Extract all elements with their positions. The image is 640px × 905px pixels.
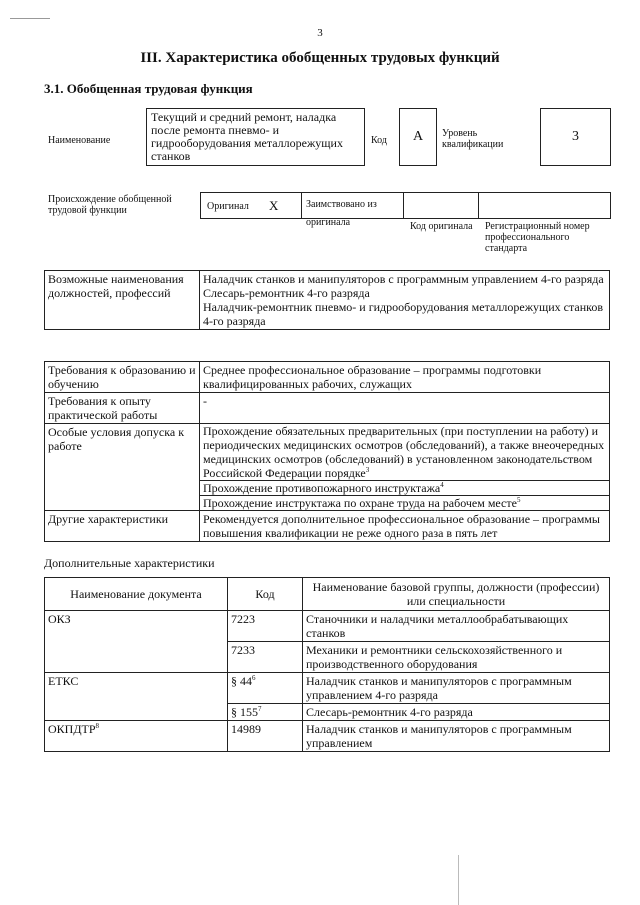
- table-row: [45, 611, 610, 642]
- experience-label: Требования к опыту практической работы: [45, 393, 200, 424]
- additional-title: Дополнительные характеристики: [44, 556, 215, 570]
- conditions-list: [200, 424, 610, 511]
- doc-okz: ОКЗ: [45, 611, 228, 673]
- table-row: [45, 673, 610, 704]
- education-value: Среднее профессиональное образование – программы подготовки квалифицированных рабочих, служащих: [200, 362, 610, 393]
- level-value: 3: [540, 108, 611, 166]
- code-cell: 7223: [228, 611, 303, 642]
- condition-item: Прохождение обязательных предварительных (при поступлении на работу) и периодических медицинских осмотров (обследований), а также внеочередных медицинских осмотров (обследований) в установленном законодательством Российской Федерации порядке$^3$: [200, 424, 609, 481]
- origin-label: Происхождение обобщенной трудовой функции: [48, 194, 172, 216]
- doc-etks: ЕТКС: [45, 673, 228, 721]
- original-mark: X: [269, 198, 279, 213]
- positions-table: [44, 270, 610, 330]
- code-value: А: [399, 108, 437, 166]
- condition-item: Прохождение инструктажа по охране труда на рабочем месте$^5$: [203, 496, 521, 510]
- name-cell: Наладчик станков и манипуляторов с программным управлением 4-го разряда: [303, 673, 610, 704]
- name-cell: Слесарь-ремонтник 4-го разряда: [303, 704, 610, 721]
- reg-number-label: Регистрационный номер профессионального стандарта: [485, 221, 590, 254]
- col-header-document: Наименование документа: [45, 578, 228, 611]
- name-label: Наименование: [48, 135, 111, 146]
- borrowed-cell: [301, 192, 404, 228]
- other-value: Рекомендуется дополнительное профессиональное образование – программы повышения квалификации не реже одного раза в пять лет: [200, 511, 610, 542]
- function-name-value: Текущий и средний ремонт, наладка после ремонта пневмо- и гидрооборудования металлорежущих станков: [146, 108, 365, 166]
- name-cell: Наладчик станков и манипуляторов с программным управлением: [303, 721, 610, 752]
- doc-okpdtr: ОКПДТР$^8$: [45, 721, 228, 752]
- original-label: Оригинал: [207, 201, 249, 212]
- education-label: Требования к образованию и обучению: [45, 362, 200, 393]
- condition-item: Прохождение противопожарного инструктажа$^4$: [200, 481, 609, 496]
- name-cell: Механики и ремонтники сельскохозяйственного и производственного оборудования: [303, 642, 610, 673]
- table-row: [45, 721, 610, 752]
- name-cell: Станочники и наладчики металлообрабатывающих станков: [303, 611, 610, 642]
- conditions-label: Особые условия допуска к работе: [45, 424, 200, 511]
- position-item: Наладчик станков и манипуляторов с программным управлением 4-го разряда: [203, 272, 604, 286]
- code-original-label: Код оригинала: [410, 221, 473, 232]
- subsection-title: 3.1. Обобщенная трудовая функция: [44, 81, 253, 96]
- experience-value: -: [200, 393, 610, 424]
- positions-label: Возможные наименования должностей, профессий: [45, 271, 200, 330]
- level-label: Уровень квалификации: [442, 128, 504, 150]
- code-cell: 7233: [228, 642, 303, 673]
- original-cell: [200, 192, 302, 219]
- reg-number-cell: [478, 192, 611, 219]
- code-original-cell: [403, 192, 479, 219]
- borrowed-label: Заимствовано из оригинала: [306, 199, 377, 228]
- positions-list: [200, 271, 610, 330]
- section-title: III. Характеристика обобщенных трудовых функций: [140, 50, 500, 66]
- position-item: Наладчик-ремонтник пневмо- и гидрооборудования металлорежущих станков 4-го разряда: [203, 300, 603, 328]
- other-label: Другие характеристики: [45, 511, 200, 542]
- code-cell: § $155^7$: [228, 704, 303, 721]
- additional-table: [44, 577, 610, 752]
- col-header-code: Код: [228, 578, 303, 611]
- col-header-name: Наименование базовой группы, должности (профессии) или специальности: [303, 578, 610, 611]
- code-label: Код: [371, 135, 387, 146]
- code-cell: 14989: [228, 721, 303, 752]
- page-number: 3: [317, 27, 323, 39]
- code-cell: § $44^6$: [228, 673, 303, 704]
- scan-mark: [10, 18, 50, 19]
- requirements-table: [44, 361, 610, 542]
- scan-mark: [458, 855, 459, 905]
- position-item: Слесарь-ремонтник 4-го разряда: [203, 286, 370, 300]
